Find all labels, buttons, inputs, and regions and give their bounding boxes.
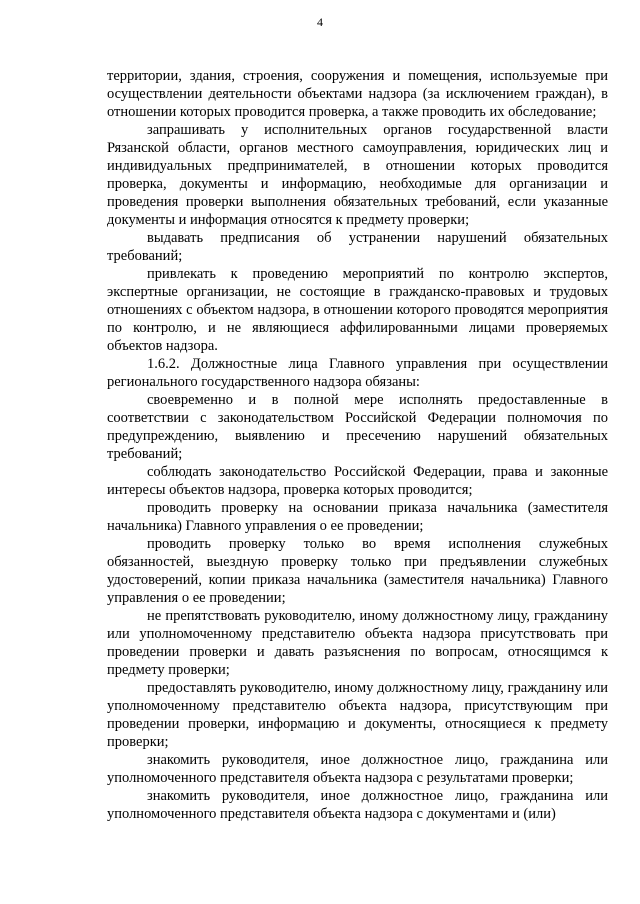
document-body (107, 67, 608, 823)
paragraph-section-heading: 1.6.2. Должностные лица Главного управления при осуществлении регионального государственного надзора обязаны: (107, 356, 608, 390)
paragraph: не препятствовать руководителю, иному должностному лицу, гражданину или уполномоченному представителю объекта надзора присутствовать при проведении проверки и давать разъяснения по вопросам, относящимся к предмету проверки; (107, 608, 608, 678)
paragraph: запрашивать у исполнительных органов государственной власти Рязанской области, органов местного самоуправления, юридических лиц и индивидуальных предпринимателей, в отношении которых проводится проверка, документы и информацию, необходимые для организации и проведения проверки выполнения обязательных требований, если указанные документы и информация относятся к предмету проверки; (107, 122, 608, 228)
paragraph-continued: территории, здания, строения, сооружения и помещения, используемые при осуществлении деятельности объектами надзора (за исключением граждан), в отношении которых проводится проверка, а также проводить их обследование; (107, 68, 608, 120)
paragraph: знакомить руководителя, иное должностное лицо, гражданина или уполномоченного представителя объекта надзора с документами и (или) (107, 788, 608, 822)
paragraph: проводить проверку только во время исполнения служебных обязанностей, выездную проверку только при предъявлении служебных удостоверений, копии приказа начальника (заместителя начальника) Главного управления о ее проведении; (107, 536, 608, 606)
paragraph: предоставлять руководителю, иному должностному лицу, гражданину или уполномоченному представителю объекта надзора, присутствующим при проведении проверки, информацию и документы, относящиеся к предмету проверки; (107, 680, 608, 750)
paragraph: соблюдать законодательство Российской Федерации, права и законные интересы объектов надзора, проверка которых проводится; (107, 464, 608, 498)
paragraph: проводить проверку на основании приказа начальника (заместителя начальника) Главного управления о ее проведении; (107, 500, 608, 534)
paragraph: знакомить руководителя, иное должностное лицо, гражданина или уполномоченного представителя объекта надзора с результатами проверки; (107, 752, 608, 786)
paragraph: выдавать предписания об устранении нарушений обязательных требований; (107, 230, 608, 264)
paragraph: привлекать к проведению мероприятий по контролю экспертов, экспертные организации, не состоящие в гражданско-правовых и трудовых отношениях с объектом надзора, в отношении которого проводятся мероприятия по контролю, и не являющиеся аффилированными лицами проверяемых объектов надзора. (107, 266, 608, 354)
paragraph: своевременно и в полной мере исполнять предоставленные в соответствии с законодательством Российской Федерации полномочия по предупреждению, выявлению и пресечению нарушений обязательных требований; (107, 392, 608, 462)
page-number: 4 (317, 15, 323, 29)
